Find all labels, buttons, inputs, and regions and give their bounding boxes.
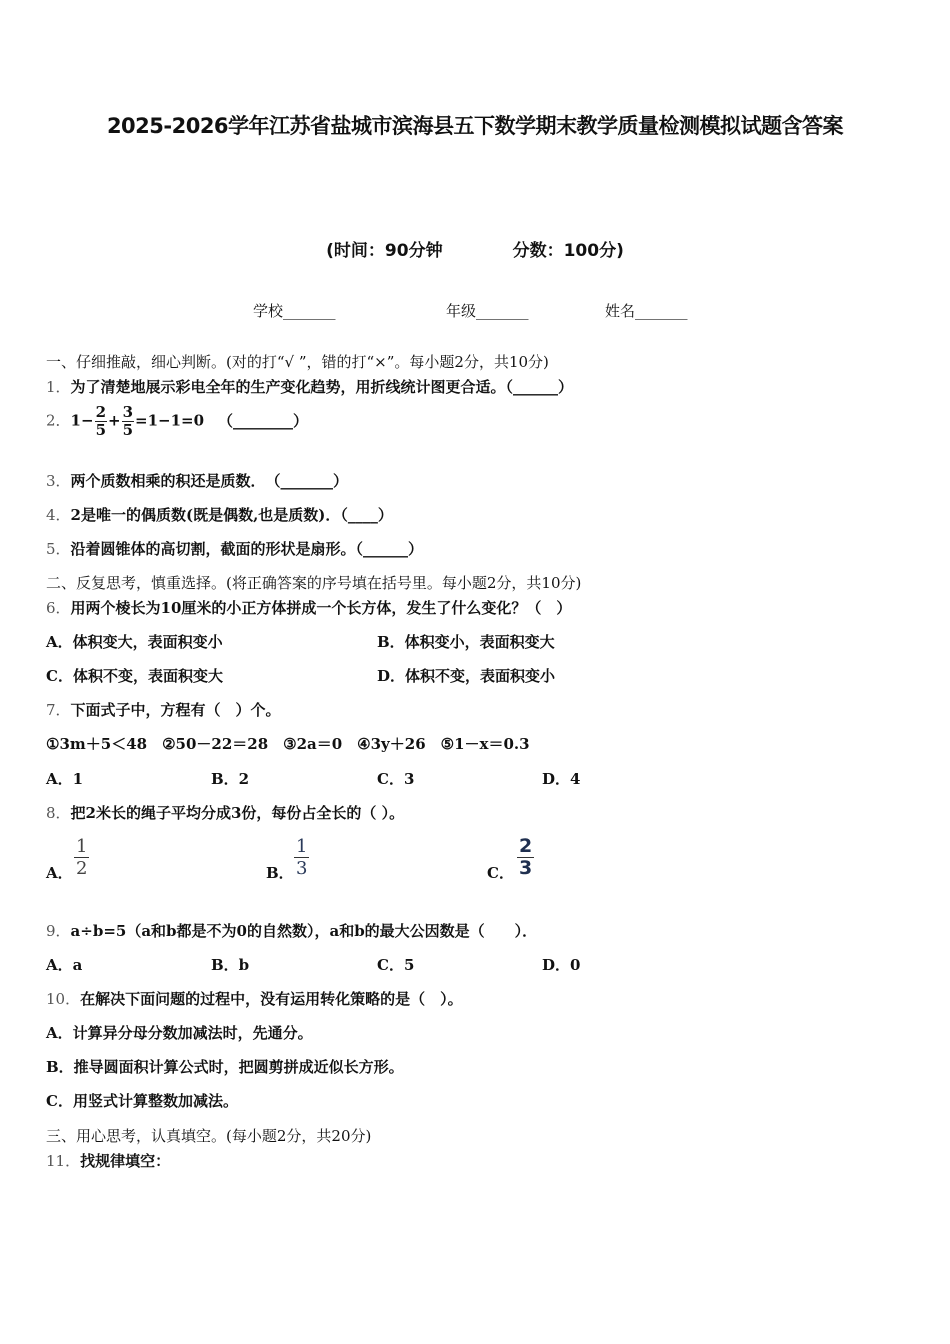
expr-end: =1−1=0 xyxy=(135,411,205,430)
option-c[interactable]: C．5 xyxy=(377,956,415,974)
option-c[interactable]: C．3 xyxy=(377,770,415,788)
numerator: 3 xyxy=(122,403,134,421)
question-number: 5． xyxy=(46,540,71,558)
question-number: 8． xyxy=(46,804,71,822)
numerator: 1 xyxy=(76,836,88,857)
answer-blank[interactable]: （________） xyxy=(218,411,309,430)
option-b-label[interactable]: B． xyxy=(266,864,294,882)
option-a-fraction[interactable] xyxy=(74,836,89,879)
option-b[interactable]: B．体积变小，表面积变大 xyxy=(377,633,555,651)
denominator: 5 xyxy=(95,421,106,439)
question-text: 在解决下面问题的过程中，没有运用转化策略的是（ ）。 xyxy=(80,990,463,1008)
option-c-fraction[interactable] xyxy=(517,836,534,879)
denominator: 2 xyxy=(76,858,88,879)
total-score: 分数：100分) xyxy=(512,241,624,261)
section-heading-1: 一、仔细推敲，细心判断。(对的打“√ ”，错的打“×”。每小题2分，共10分) xyxy=(46,353,549,371)
question-text: 把2米长的绳子平均分成3份，每份占全长的（ ）。 xyxy=(70,804,405,822)
question-5 xyxy=(46,538,423,559)
question-3 xyxy=(46,470,348,491)
option-b[interactable]: B．b xyxy=(211,956,250,974)
time-limit: (时间：90分钟 xyxy=(326,241,443,261)
numerator: 1 xyxy=(296,836,308,857)
exam-title: 2025-2026学年江苏省盐城市滨海县五下数学期末教学质量检测模拟试题含答案 xyxy=(106,114,844,138)
question-1 xyxy=(46,376,573,397)
option-a[interactable]: A．计算异分母分数加减法时，先通分。 xyxy=(46,1024,313,1042)
fraction-1-2 xyxy=(74,836,89,879)
option-a[interactable]: A．1 xyxy=(46,770,84,788)
option-a[interactable]: A．a xyxy=(46,956,83,974)
question-8 xyxy=(46,802,404,823)
fraction-2-5 xyxy=(95,404,107,439)
question-text: 沿着圆锥体的高切割，截面的形状是扇形。（______） xyxy=(70,540,424,558)
expression-list: ①3m＋5＜48 ②50－22＝28 ③2a＝0 ④3y＋26 ⑤1－x＝0.3 xyxy=(46,735,530,753)
exam-meta xyxy=(0,236,950,261)
question-number: 1． xyxy=(46,378,71,396)
option-b[interactable]: B．推导圆面积计算公式时，把圆剪拼成近似长方形。 xyxy=(46,1058,404,1076)
option-b[interactable]: B．2 xyxy=(211,770,250,788)
option-c-label[interactable]: C． xyxy=(487,864,514,882)
expr-start: 1− xyxy=(70,411,94,430)
denominator: 3 xyxy=(519,857,533,879)
question-text: 2是唯一的偶质数(既是偶数,也是质数)．（____） xyxy=(70,506,393,524)
grade-field[interactable]: 年级_______ xyxy=(446,302,529,320)
question-text: 为了清楚地展示彩电全年的生产变化趋势，用折线统计图更合适。（______） xyxy=(70,378,574,396)
option-d[interactable]: D．4 xyxy=(542,770,581,788)
option-c[interactable]: C．体积不变，表面积变大 xyxy=(46,667,223,685)
question-number: 10． xyxy=(46,990,81,1008)
plus-sign: + xyxy=(108,411,121,430)
denominator: 3 xyxy=(296,858,308,879)
question-text: 下面式子中，方程有（ ）个。 xyxy=(70,701,281,719)
name-field[interactable]: 姓名_______ xyxy=(605,302,688,320)
question-number: 7． xyxy=(46,701,71,719)
denominator: 5 xyxy=(122,421,134,439)
fraction-1-3 xyxy=(294,836,309,879)
question-number: 3． xyxy=(46,472,71,490)
option-a-label[interactable]: A． xyxy=(46,864,73,882)
numerator: 2 xyxy=(519,835,533,857)
fraction-2-3 xyxy=(517,836,534,879)
option-c[interactable]: C．用竖式计算整数加减法。 xyxy=(46,1092,238,1110)
question-number: 2． xyxy=(46,411,71,430)
numerator: 2 xyxy=(95,403,106,421)
question-7 xyxy=(46,699,281,720)
option-b-fraction[interactable] xyxy=(294,836,309,879)
question-number: 9． xyxy=(46,922,71,940)
question-6 xyxy=(46,597,571,618)
question-11 xyxy=(46,1150,170,1171)
question-text: 用两个棱长为10厘米的小正方体拼成一个长方体，发生了什么变化？（ ） xyxy=(70,599,572,617)
fraction-3-5 xyxy=(122,404,134,439)
question-number: 11． xyxy=(46,1152,81,1170)
question-number: 6． xyxy=(46,599,71,617)
question-2 xyxy=(46,404,308,439)
question-number: 4． xyxy=(46,506,71,524)
option-a[interactable]: A．体积变大，表面积变小 xyxy=(46,633,223,651)
school-field[interactable]: 学校_______ xyxy=(253,302,336,320)
section-heading-2: 二、反复思考，慎重选择。(将正确答案的序号填在括号里。每小题2分，共10分) xyxy=(46,574,582,592)
option-d[interactable]: D．0 xyxy=(542,956,581,974)
option-d[interactable]: D．体积不变，表面积变小 xyxy=(377,667,556,685)
question-text: a÷b=5（a和b都是不为0的自然数），a和b的最大公因数是（ ）． xyxy=(70,922,538,940)
section-heading-3: 三、用心思考，认真填空。(每小题2分，共20分) xyxy=(46,1127,372,1145)
question-text: 两个质数相乘的积还是质数． （_______） xyxy=(70,472,349,490)
question-10 xyxy=(46,988,463,1009)
question-4 xyxy=(46,504,393,525)
question-text: 找规律填空： xyxy=(80,1152,171,1170)
question-9 xyxy=(46,920,537,941)
